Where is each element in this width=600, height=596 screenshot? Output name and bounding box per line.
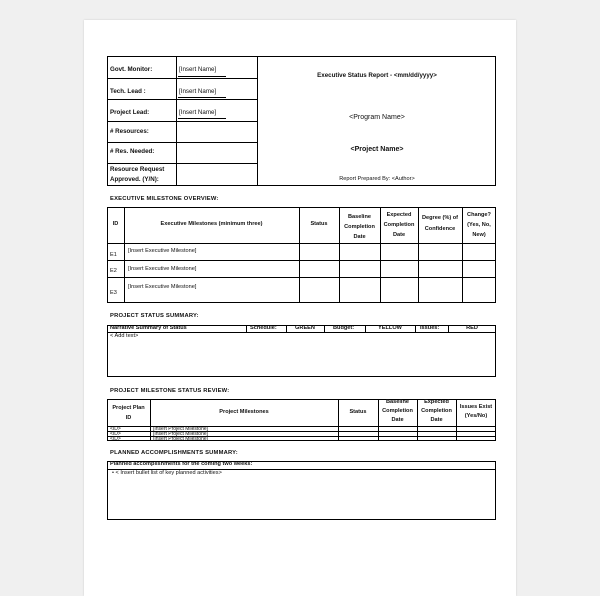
field-label-govt-monitor: Govt. Monitor: xyxy=(110,66,153,73)
review-col-status: Status xyxy=(349,409,367,415)
review-col-expected-2: Completion xyxy=(421,408,452,414)
review-col-baseline-1: Baseline xyxy=(385,399,409,405)
review-col-issues-1: Issues Exist xyxy=(459,404,493,410)
accomplishments-bullet[interactable]: • < Insert bullet list of key planned activities> xyxy=(112,470,222,476)
col-header-change-3: New) xyxy=(472,232,486,238)
milestone-milestone-e1[interactable]: [Insert Executive Milestone] xyxy=(128,248,197,254)
section-title-milestone-review: PROJECT MILESTONE STATUS REVIEW: xyxy=(110,388,230,394)
col-header-baseline-3: Date xyxy=(353,234,366,240)
section-title-status-summary: PROJECT STATUS SUMMARY: xyxy=(110,313,199,319)
milestone-id-e3: E3 xyxy=(110,290,117,296)
review-col-expected-1: Expected xyxy=(424,399,449,405)
field-value-govt-monitor[interactable]: [Insert Name] xyxy=(179,66,217,73)
col-header-degree-1: Degree (%) of xyxy=(421,215,459,221)
review-col-baseline-2: Completion xyxy=(382,408,413,414)
issues-label: Issues: xyxy=(420,325,440,331)
accomplishments-subtitle: Planned accomplishments for the coming two weeks: xyxy=(110,461,253,467)
schedule-value[interactable]: GREEN xyxy=(295,325,315,331)
review-row-2-milestone[interactable]: [Insert Project Milestone] xyxy=(153,431,209,437)
project-name: <Project Name> xyxy=(350,146,404,153)
milestone-milestone-e2[interactable]: [Insert Executive Milestone] xyxy=(128,266,197,272)
report-title: Executive Status Report - <mm/dd/yyyy> xyxy=(317,72,437,79)
schedule-label: Schedule: xyxy=(250,325,277,331)
field-label-tech-lead: Tech. Lead : xyxy=(110,88,146,95)
field-label-resource-request-2: Approved. (Y/N): xyxy=(110,176,159,183)
section-title-milestone-overview: EXECUTIVE MILESTONE OVERVIEW: xyxy=(110,196,219,202)
review-col-plan-id-2: ID xyxy=(125,415,132,421)
field-label-project-lead: Project Lead: xyxy=(110,109,150,116)
budget-value[interactable]: YELLOW xyxy=(378,325,402,331)
review-col-expected-3: Date xyxy=(430,417,443,423)
document-page xyxy=(84,20,516,596)
milestone-milestone-e3[interactable]: [Insert Executive Milestone] xyxy=(128,284,197,290)
review-row-1-id: <ID> xyxy=(110,426,121,432)
review-row-1-milestone[interactable]: [Insert Project Milestone] xyxy=(153,426,209,432)
issues-value[interactable]: RED xyxy=(466,325,478,331)
col-header-degree-2: Confidence xyxy=(424,226,456,232)
add-text-placeholder[interactable]: < Add text> xyxy=(110,333,139,339)
col-header-executive-milestones: Executive Milestones (minimum three) xyxy=(160,221,263,227)
review-col-issues-2: (Yes/No) xyxy=(464,413,488,419)
report-prepared-by: Report Prepared By: <Author> xyxy=(339,176,415,182)
narrative-summary-label: Narrative Summary of Status xyxy=(110,325,187,331)
col-header-change-1: Change? xyxy=(467,212,491,218)
col-header-status: Status xyxy=(310,221,328,227)
review-col-plan-id-1: Project Plan xyxy=(112,405,145,411)
field-label-res-needed: # Res. Needed: xyxy=(110,148,155,155)
field-value-project-lead[interactable]: [Insert Name] xyxy=(179,109,217,116)
col-header-baseline-2: Completion xyxy=(344,224,375,230)
col-header-expected-2: Completion xyxy=(383,222,415,228)
col-header-baseline-1: Baseline xyxy=(347,214,371,220)
review-col-baseline-3: Date xyxy=(391,417,404,423)
review-row-3-milestone[interactable]: [Insert Project Milestone] xyxy=(153,436,209,442)
review-row-3-id: <ID> xyxy=(110,436,121,442)
program-name: <Program Name> xyxy=(349,114,405,121)
field-label-resource-request-1: Resource Request xyxy=(110,166,165,173)
section-title-accomplishments: PLANNED ACCOMPLISHMENTS SUMMARY: xyxy=(110,450,238,456)
field-value-tech-lead[interactable]: [Insert Name] xyxy=(179,88,217,95)
col-header-id: ID xyxy=(112,221,119,227)
budget-label: Budget: xyxy=(333,325,355,331)
milestone-id-e2: E2 xyxy=(110,268,117,274)
review-row-2-id: <ID> xyxy=(110,431,121,437)
milestone-id-e1: E1 xyxy=(110,252,117,258)
col-header-expected-3: Date xyxy=(392,232,406,238)
col-header-expected-1: Expected xyxy=(386,212,412,218)
col-header-change-2: (Yes, No, xyxy=(467,222,491,228)
review-col-milestones: Project Milestones xyxy=(219,409,269,415)
field-label-resources: # Resources: xyxy=(110,128,149,135)
